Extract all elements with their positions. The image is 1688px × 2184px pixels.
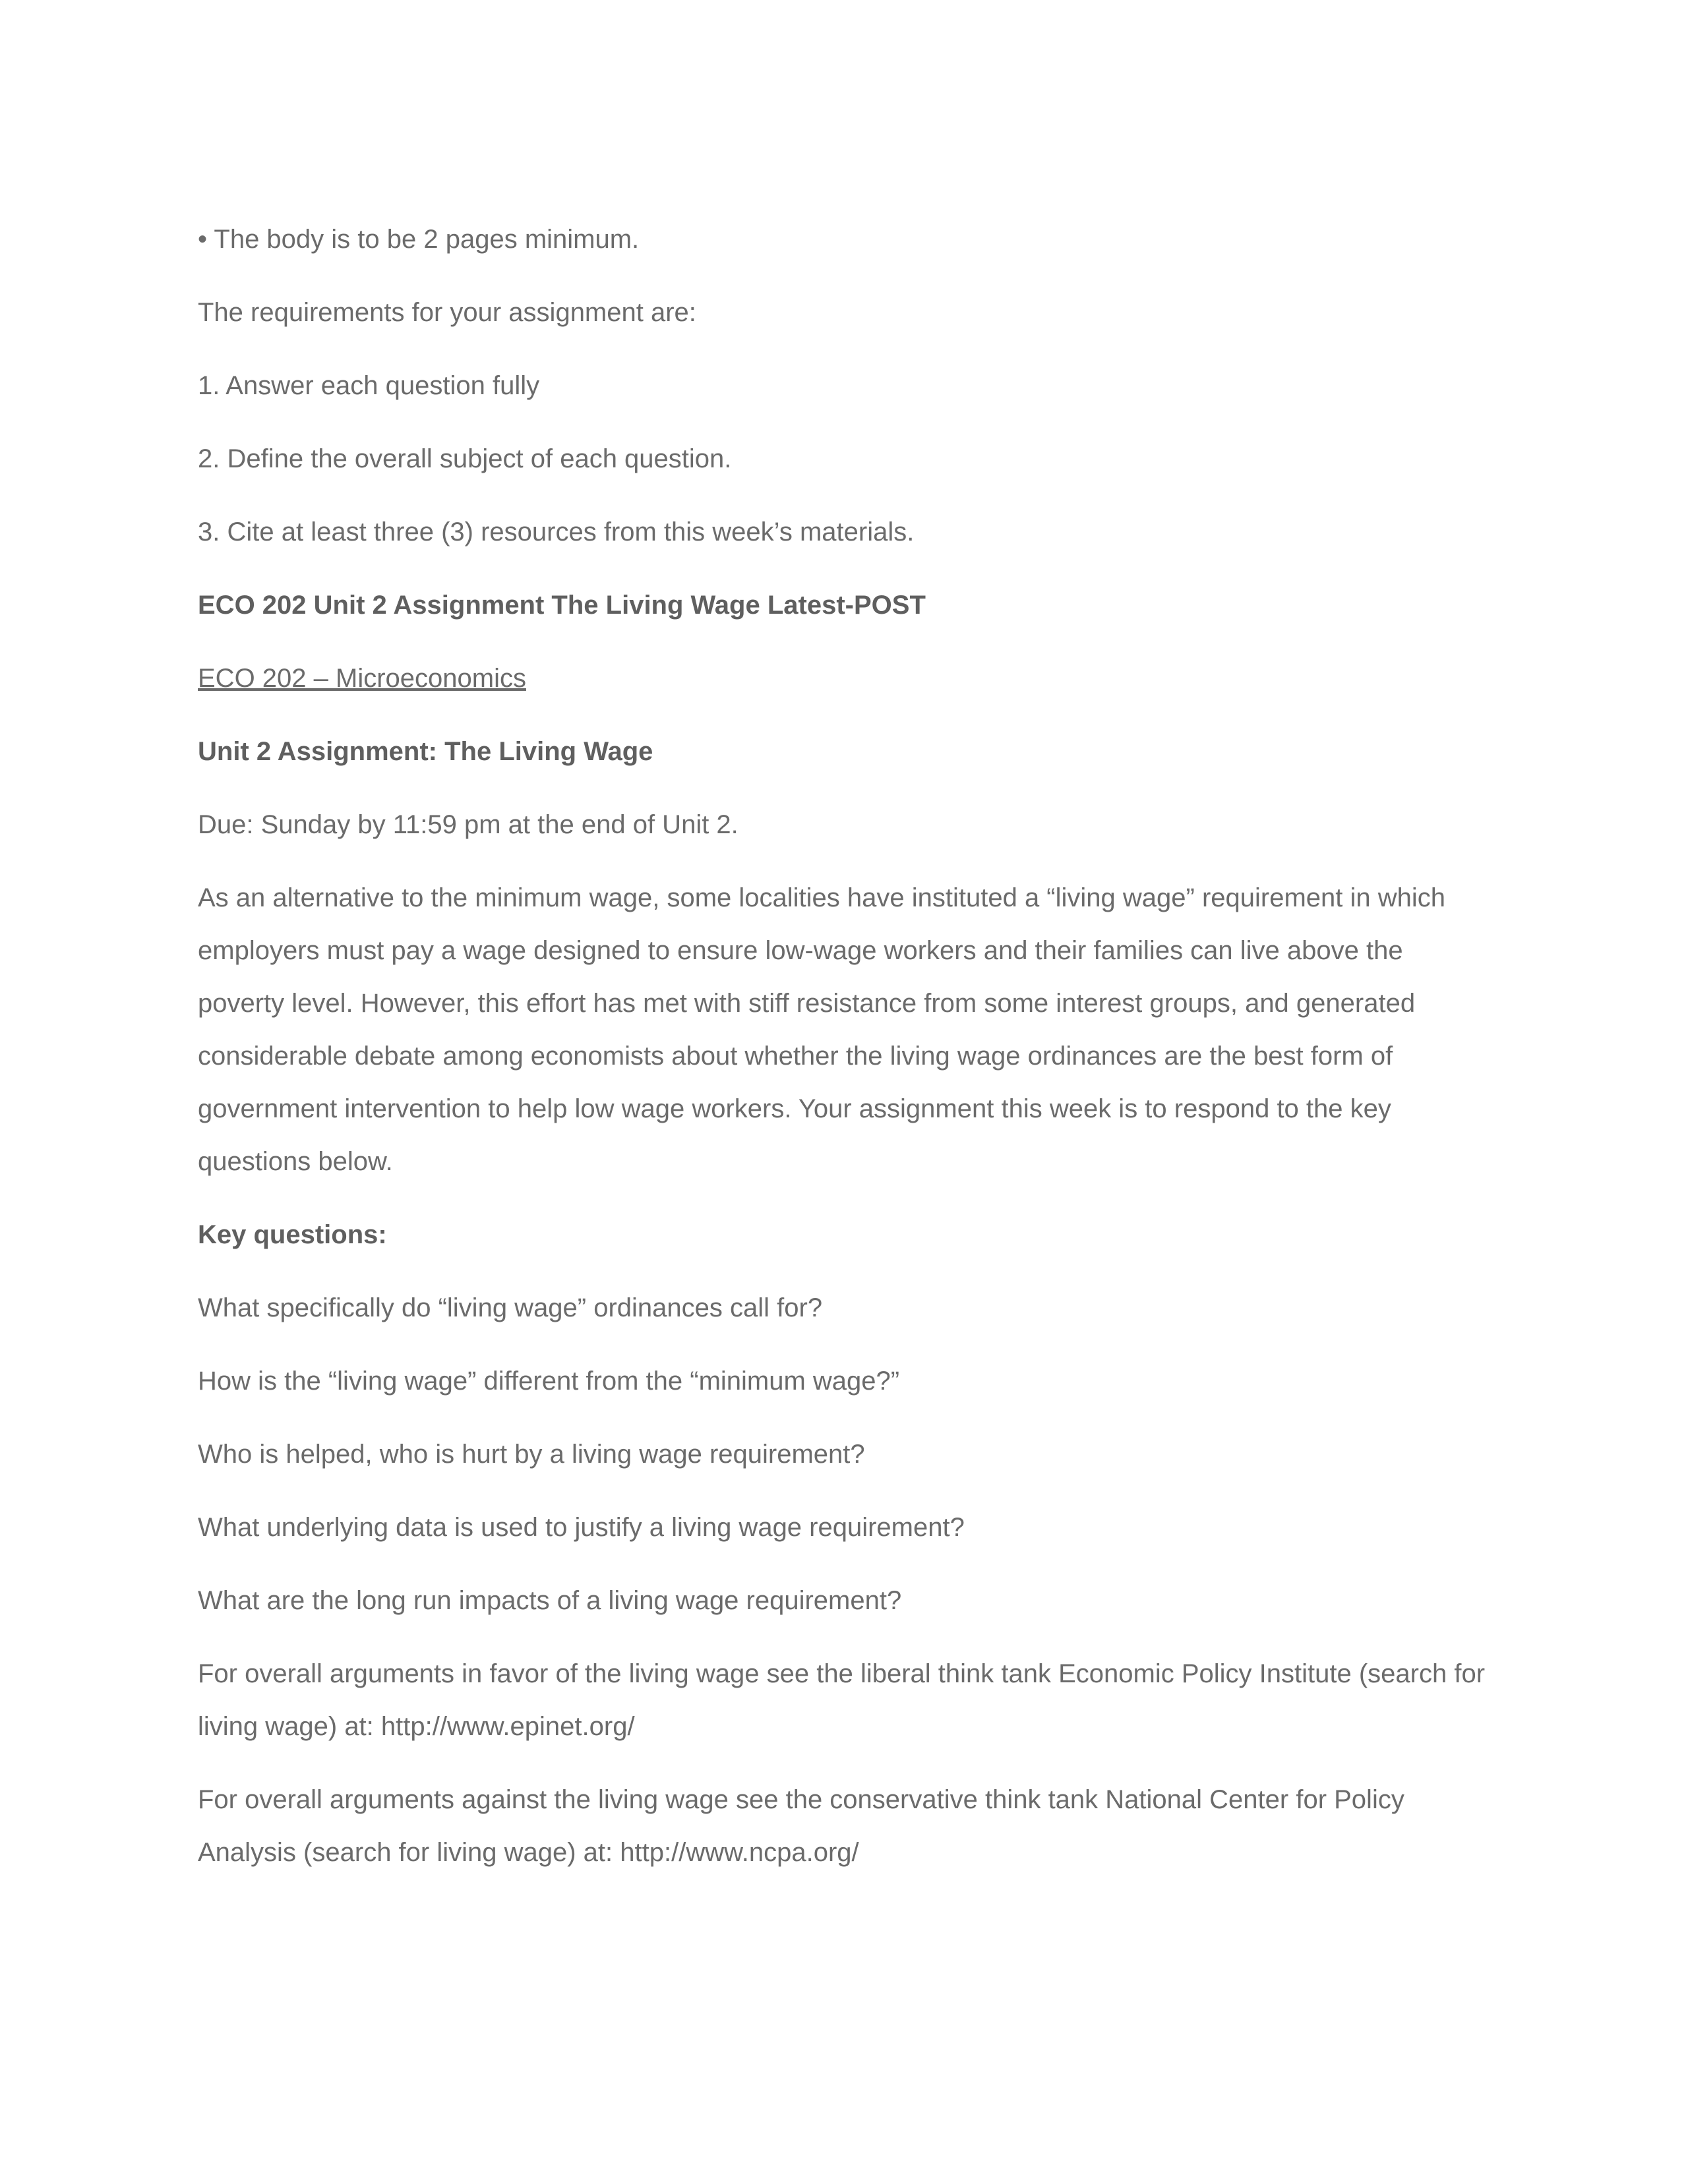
key-question: Who is helped, who is hurt by a living wage requirement? — [198, 1440, 865, 1469]
requirements-intro: The requirements for your assignment are: — [198, 298, 696, 327]
document-page — [198, 213, 1490, 1899]
key-question: What are the long run impacts of a living wage requirement? — [198, 1586, 902, 1615]
course-link[interactable]: ECO 202 – Microeconomics — [198, 664, 526, 693]
requirement-item: 3. Cite at least three (3) resources from this week’s materials. — [198, 517, 915, 546]
intro-paragraph: As an alternative to the minimum wage, some localities have instituted a “living wage” requirement in which employers must pay a wage designed to ensure low-wage workers and their families can live above the poverty level. However, this effort has met with stiff resistance from some interest groups, and generated considerable debate among economists about whether the living wage ordinances are the best form of government intervention to help low wage workers. Your assignment this week is to respond to the key questions below. — [198, 883, 1446, 1176]
requirement-item: 2. Define the overall subject of each question. — [198, 444, 732, 473]
key-question: What underlying data is used to justify a living wage requirement? — [198, 1513, 965, 1542]
key-question: How is the “living wage” different from the “minimum wage?” — [198, 1367, 900, 1396]
bullet-line: • The body is to be 2 pages minimum. — [198, 225, 640, 254]
key-question: What specifically do “living wage” ordinances call for? — [198, 1293, 823, 1322]
post-title: ECO 202 Unit 2 Assignment The Living Wage Latest-POST — [198, 591, 926, 620]
arguments-for-paragraph: For overall arguments in favor of the living wage see the liberal think tank Economic Policy Institute (search for living wage) at: http://www.epinet.org/ — [198, 1659, 1486, 1741]
key-questions-heading: Key questions: — [198, 1220, 387, 1249]
assignment-title: Unit 2 Assignment: The Living Wage — [198, 737, 653, 766]
due-date: Due: Sunday by 11:59 pm at the end of Unit 2. — [198, 810, 738, 839]
arguments-against-paragraph: For overall arguments against the living wage see the conservative think tank National Center for Policy Analysis (search for living wage) at: http://www.ncpa.org/ — [198, 1785, 1404, 1867]
requirement-item: 1. Answer each question fully — [198, 371, 540, 400]
